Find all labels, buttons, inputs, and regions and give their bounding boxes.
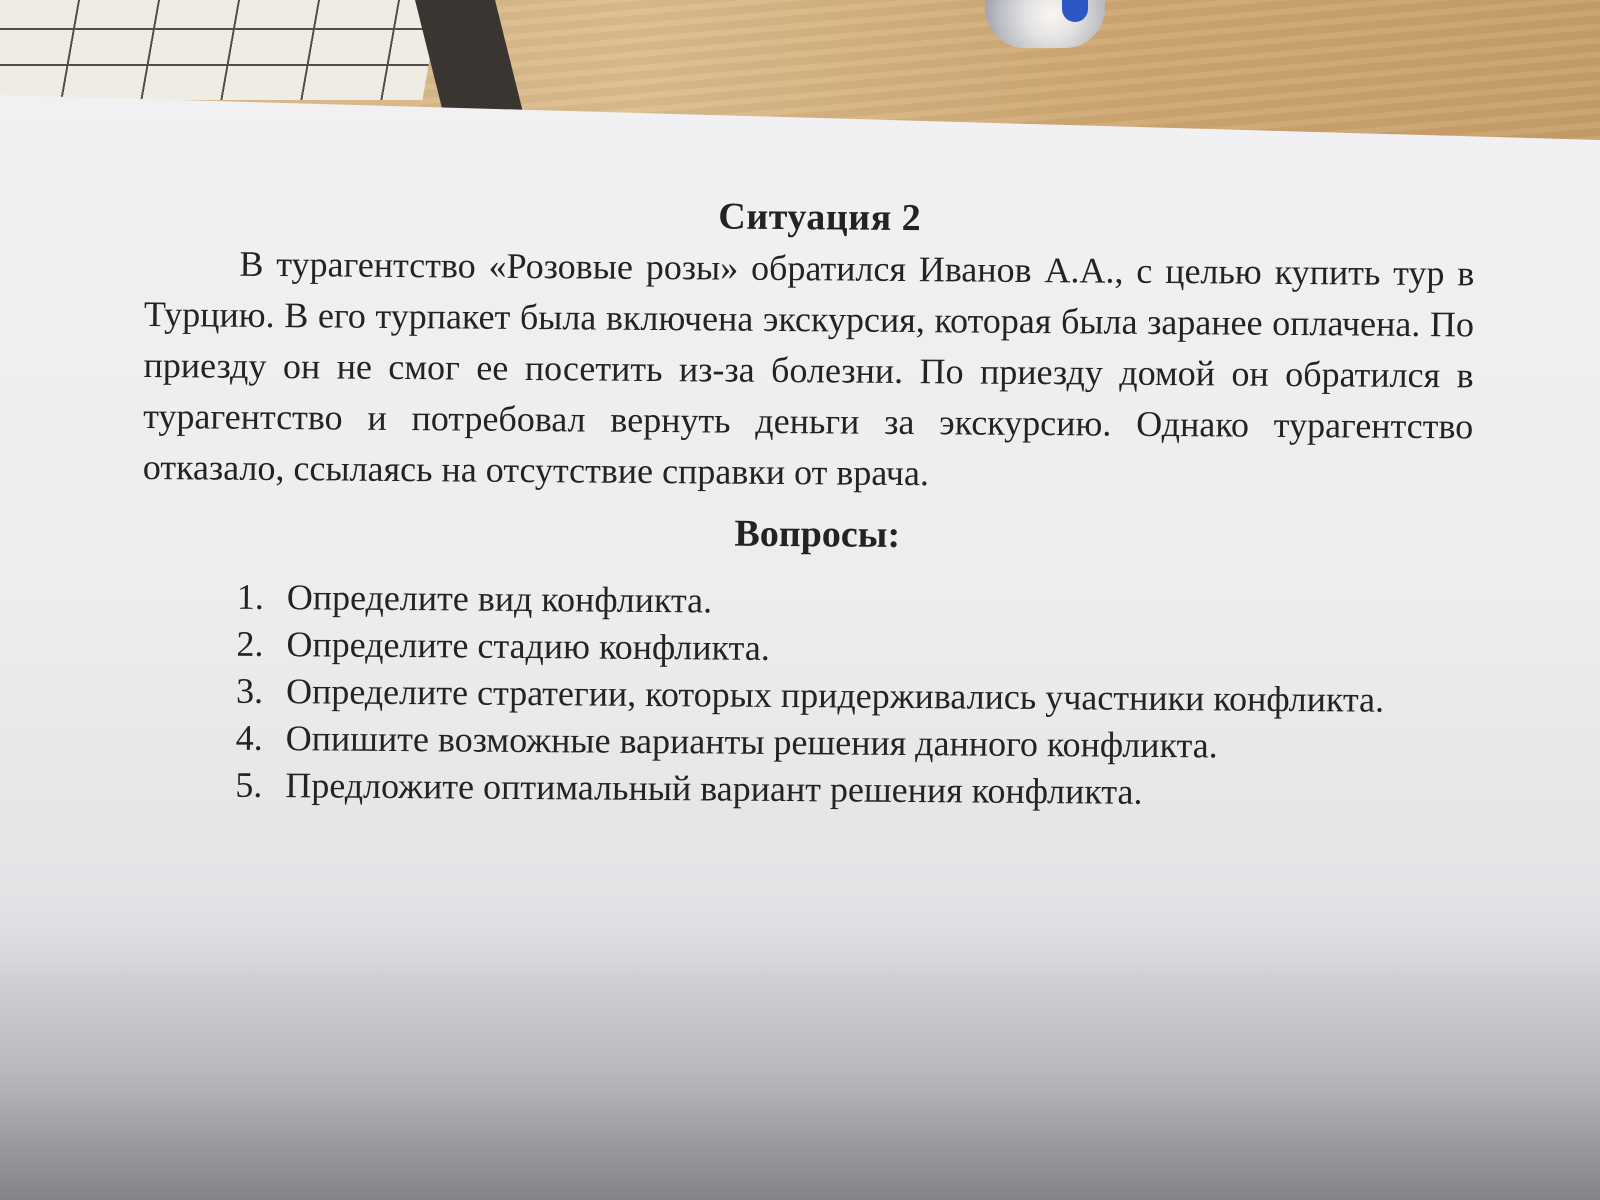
question-number: 2. <box>236 623 264 664</box>
questions-title: Вопросы: <box>734 512 901 556</box>
question-text: Предложите оптимальный вариант решения конфликта. <box>285 765 1143 812</box>
question-number: 4. <box>235 717 263 758</box>
question-text: Определите вид конфликта. <box>286 577 713 621</box>
question-number: 5. <box>235 764 263 805</box>
document-body <box>140 190 1495 819</box>
paper-shadow <box>0 930 1600 1200</box>
graph-paper-corner <box>0 0 440 100</box>
question-text: Определите стратегии, которых придерживались участники конфликта. <box>285 671 1385 720</box>
question-text: Определите стадию конфликта. <box>286 624 770 668</box>
situation-paragraph: В турагентство «Розовые розы» обратился Иванов А.А., с целью купить тур в Турцию. В его турпакет была включена экскурсия, которая была заранее оплачена. По приезду он не смог ее посетить из-за болезни. По приезду домой он обратился в турагентство и потребовал вернуть деньги за экскурсию. Однако турагентство отказало, ссылаясь на отсутствие справки от врача. <box>142 243 1475 494</box>
question-text: Опишите возможные варианты решения данного конфликта. <box>285 718 1218 766</box>
document-title: Ситуация 2 <box>718 195 922 240</box>
question-number: 3. <box>235 670 264 711</box>
question-number: 1. <box>236 576 264 617</box>
question-item <box>235 762 1490 819</box>
questions-list <box>140 573 1492 819</box>
